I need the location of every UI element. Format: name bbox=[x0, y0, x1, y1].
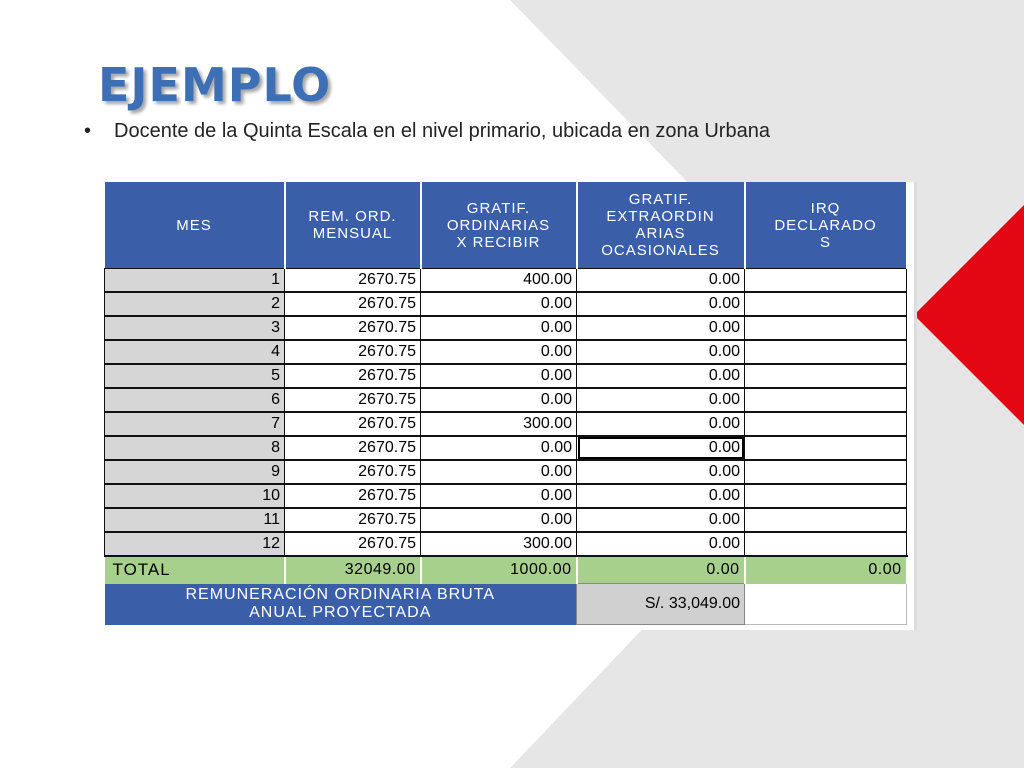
table-row bbox=[105, 340, 907, 364]
cell-mes[interactable]: 7 bbox=[105, 412, 285, 436]
cell-ext[interactable]: 0.00 bbox=[577, 532, 745, 556]
cell-mes[interactable]: 3 bbox=[105, 316, 285, 340]
bullet-item bbox=[84, 120, 770, 143]
table-row bbox=[105, 436, 907, 460]
bullet-dot-icon: • bbox=[84, 120, 92, 142]
bullet-text: Docente de la Quinta Escala en el nivel primario, ubicada en zona Urbana bbox=[114, 120, 770, 142]
table-row bbox=[105, 484, 907, 508]
cell-ext[interactable]: 0.00 bbox=[577, 364, 745, 388]
table-row bbox=[105, 292, 907, 316]
cell-ord[interactable]: 0.00 bbox=[421, 292, 577, 316]
cell-rem[interactable]: 2670.75 bbox=[285, 364, 421, 388]
cell-ord[interactable]: 0.00 bbox=[421, 460, 577, 484]
cell-mes[interactable]: 5 bbox=[105, 364, 285, 388]
cell-irq[interactable] bbox=[745, 388, 907, 412]
cell-rem[interactable]: 2670.75 bbox=[285, 532, 421, 556]
summary-label-cell[interactable]: REMUNERACIÓN ORDINARIA BRUTA ANUAL PROYECTADA bbox=[105, 584, 577, 625]
cell-rem[interactable]: 2670.75 bbox=[285, 388, 421, 412]
cell-ord[interactable]: 300.00 bbox=[421, 532, 577, 556]
cell-rem[interactable]: 2670.75 bbox=[285, 412, 421, 436]
table-row bbox=[105, 508, 907, 532]
cell-ord[interactable]: 0.00 bbox=[421, 340, 577, 364]
header-cell-irq[interactable]: IRQ DECLARADO S bbox=[745, 182, 907, 269]
cell-mes[interactable]: 6 bbox=[105, 388, 285, 412]
cell-rem[interactable]: 2670.75 bbox=[285, 460, 421, 484]
cell-ext[interactable]: 0.00 bbox=[577, 340, 745, 364]
summary-empty-cell[interactable] bbox=[745, 584, 907, 625]
cell-rem[interactable]: 2670.75 bbox=[285, 436, 421, 460]
cell-ext[interactable]: 0.00 bbox=[577, 484, 745, 508]
cell-ord[interactable]: 0.00 bbox=[421, 388, 577, 412]
cell-ext[interactable]: 0.00 bbox=[577, 388, 745, 412]
cell-ext[interactable]: 0.00 bbox=[577, 508, 745, 532]
total-ord-cell[interactable]: 1000.00 bbox=[421, 556, 577, 584]
summary-row bbox=[105, 584, 907, 625]
cell-irq[interactable] bbox=[745, 316, 907, 340]
table-row bbox=[105, 460, 907, 484]
data-table bbox=[104, 182, 908, 625]
cell-ord[interactable]: 0.00 bbox=[421, 364, 577, 388]
cell-mes[interactable]: 4 bbox=[105, 340, 285, 364]
table-row bbox=[105, 269, 907, 293]
cell-ext[interactable]: 0.00 bbox=[577, 460, 745, 484]
cell-irq[interactable] bbox=[745, 436, 907, 460]
cell-rem[interactable]: 2670.75 bbox=[285, 292, 421, 316]
cell-irq[interactable] bbox=[745, 364, 907, 388]
cell-ord[interactable]: 400.00 bbox=[421, 269, 577, 293]
header-cell-gratif-ordinarias[interactable]: GRATIF. ORDINARIAS X RECIBIR bbox=[421, 182, 577, 269]
cell-mes[interactable]: 12 bbox=[105, 532, 285, 556]
cell-mes[interactable]: 8 bbox=[105, 436, 285, 460]
table-row bbox=[105, 532, 907, 556]
cell-ext[interactable]: 0.00 bbox=[577, 269, 745, 293]
header-cell-mes[interactable]: MES bbox=[105, 182, 285, 269]
total-rem-cell[interactable]: 32049.00 bbox=[285, 556, 421, 584]
total-row bbox=[105, 556, 907, 584]
cell-ext[interactable]: 0.00 bbox=[577, 436, 745, 460]
cell-ord[interactable]: 0.00 bbox=[421, 316, 577, 340]
header-cell-rem-ord[interactable]: REM. ORD. MENSUAL bbox=[285, 182, 421, 269]
cell-ord[interactable]: 300.00 bbox=[421, 412, 577, 436]
cell-irq[interactable] bbox=[745, 484, 907, 508]
cell-irq[interactable] bbox=[745, 508, 907, 532]
cell-irq[interactable] bbox=[745, 532, 907, 556]
cell-ord[interactable]: 0.00 bbox=[421, 484, 577, 508]
cell-ord[interactable]: 0.00 bbox=[421, 436, 577, 460]
cell-irq[interactable] bbox=[745, 269, 907, 293]
cell-mes[interactable]: 2 bbox=[105, 292, 285, 316]
total-label-cell[interactable]: TOTAL bbox=[105, 556, 285, 584]
table-row bbox=[105, 412, 907, 436]
header-cell-gratif-extraordinarias[interactable]: GRATIF. EXTRAORDIN ARIAS OCASIONALES bbox=[577, 182, 745, 269]
spreadsheet-table bbox=[104, 182, 917, 630]
table-row bbox=[105, 316, 907, 340]
cell-irq[interactable] bbox=[745, 292, 907, 316]
cell-rem[interactable]: 2670.75 bbox=[285, 484, 421, 508]
cell-ord[interactable]: 0.00 bbox=[421, 508, 577, 532]
cell-mes[interactable]: 10 bbox=[105, 484, 285, 508]
cell-rem[interactable]: 2670.75 bbox=[285, 340, 421, 364]
table-row bbox=[105, 388, 907, 412]
cell-ext[interactable]: 0.00 bbox=[577, 316, 745, 340]
table-body bbox=[105, 269, 907, 557]
cell-rem[interactable]: 2670.75 bbox=[285, 269, 421, 293]
cell-irq[interactable] bbox=[745, 340, 907, 364]
cell-ext[interactable]: 0.00 bbox=[577, 292, 745, 316]
cell-rem[interactable]: 2670.75 bbox=[285, 508, 421, 532]
table-row bbox=[105, 364, 907, 388]
cell-rem[interactable]: 2670.75 bbox=[285, 316, 421, 340]
cell-ext[interactable]: 0.00 bbox=[577, 412, 745, 436]
cell-mes[interactable]: 1 bbox=[105, 269, 285, 293]
cell-mes[interactable]: 11 bbox=[105, 508, 285, 532]
header-row bbox=[105, 182, 907, 269]
cell-mes[interactable]: 9 bbox=[105, 460, 285, 484]
total-ext-cell[interactable]: 0.00 bbox=[577, 556, 745, 584]
cell-irq[interactable] bbox=[745, 412, 907, 436]
cell-irq[interactable] bbox=[745, 460, 907, 484]
summary-value-cell[interactable]: S/. 33,049.00 bbox=[577, 584, 745, 625]
slide-title: EJEMPLO bbox=[98, 58, 332, 112]
total-irq-cell[interactable]: 0.00 bbox=[745, 556, 907, 584]
